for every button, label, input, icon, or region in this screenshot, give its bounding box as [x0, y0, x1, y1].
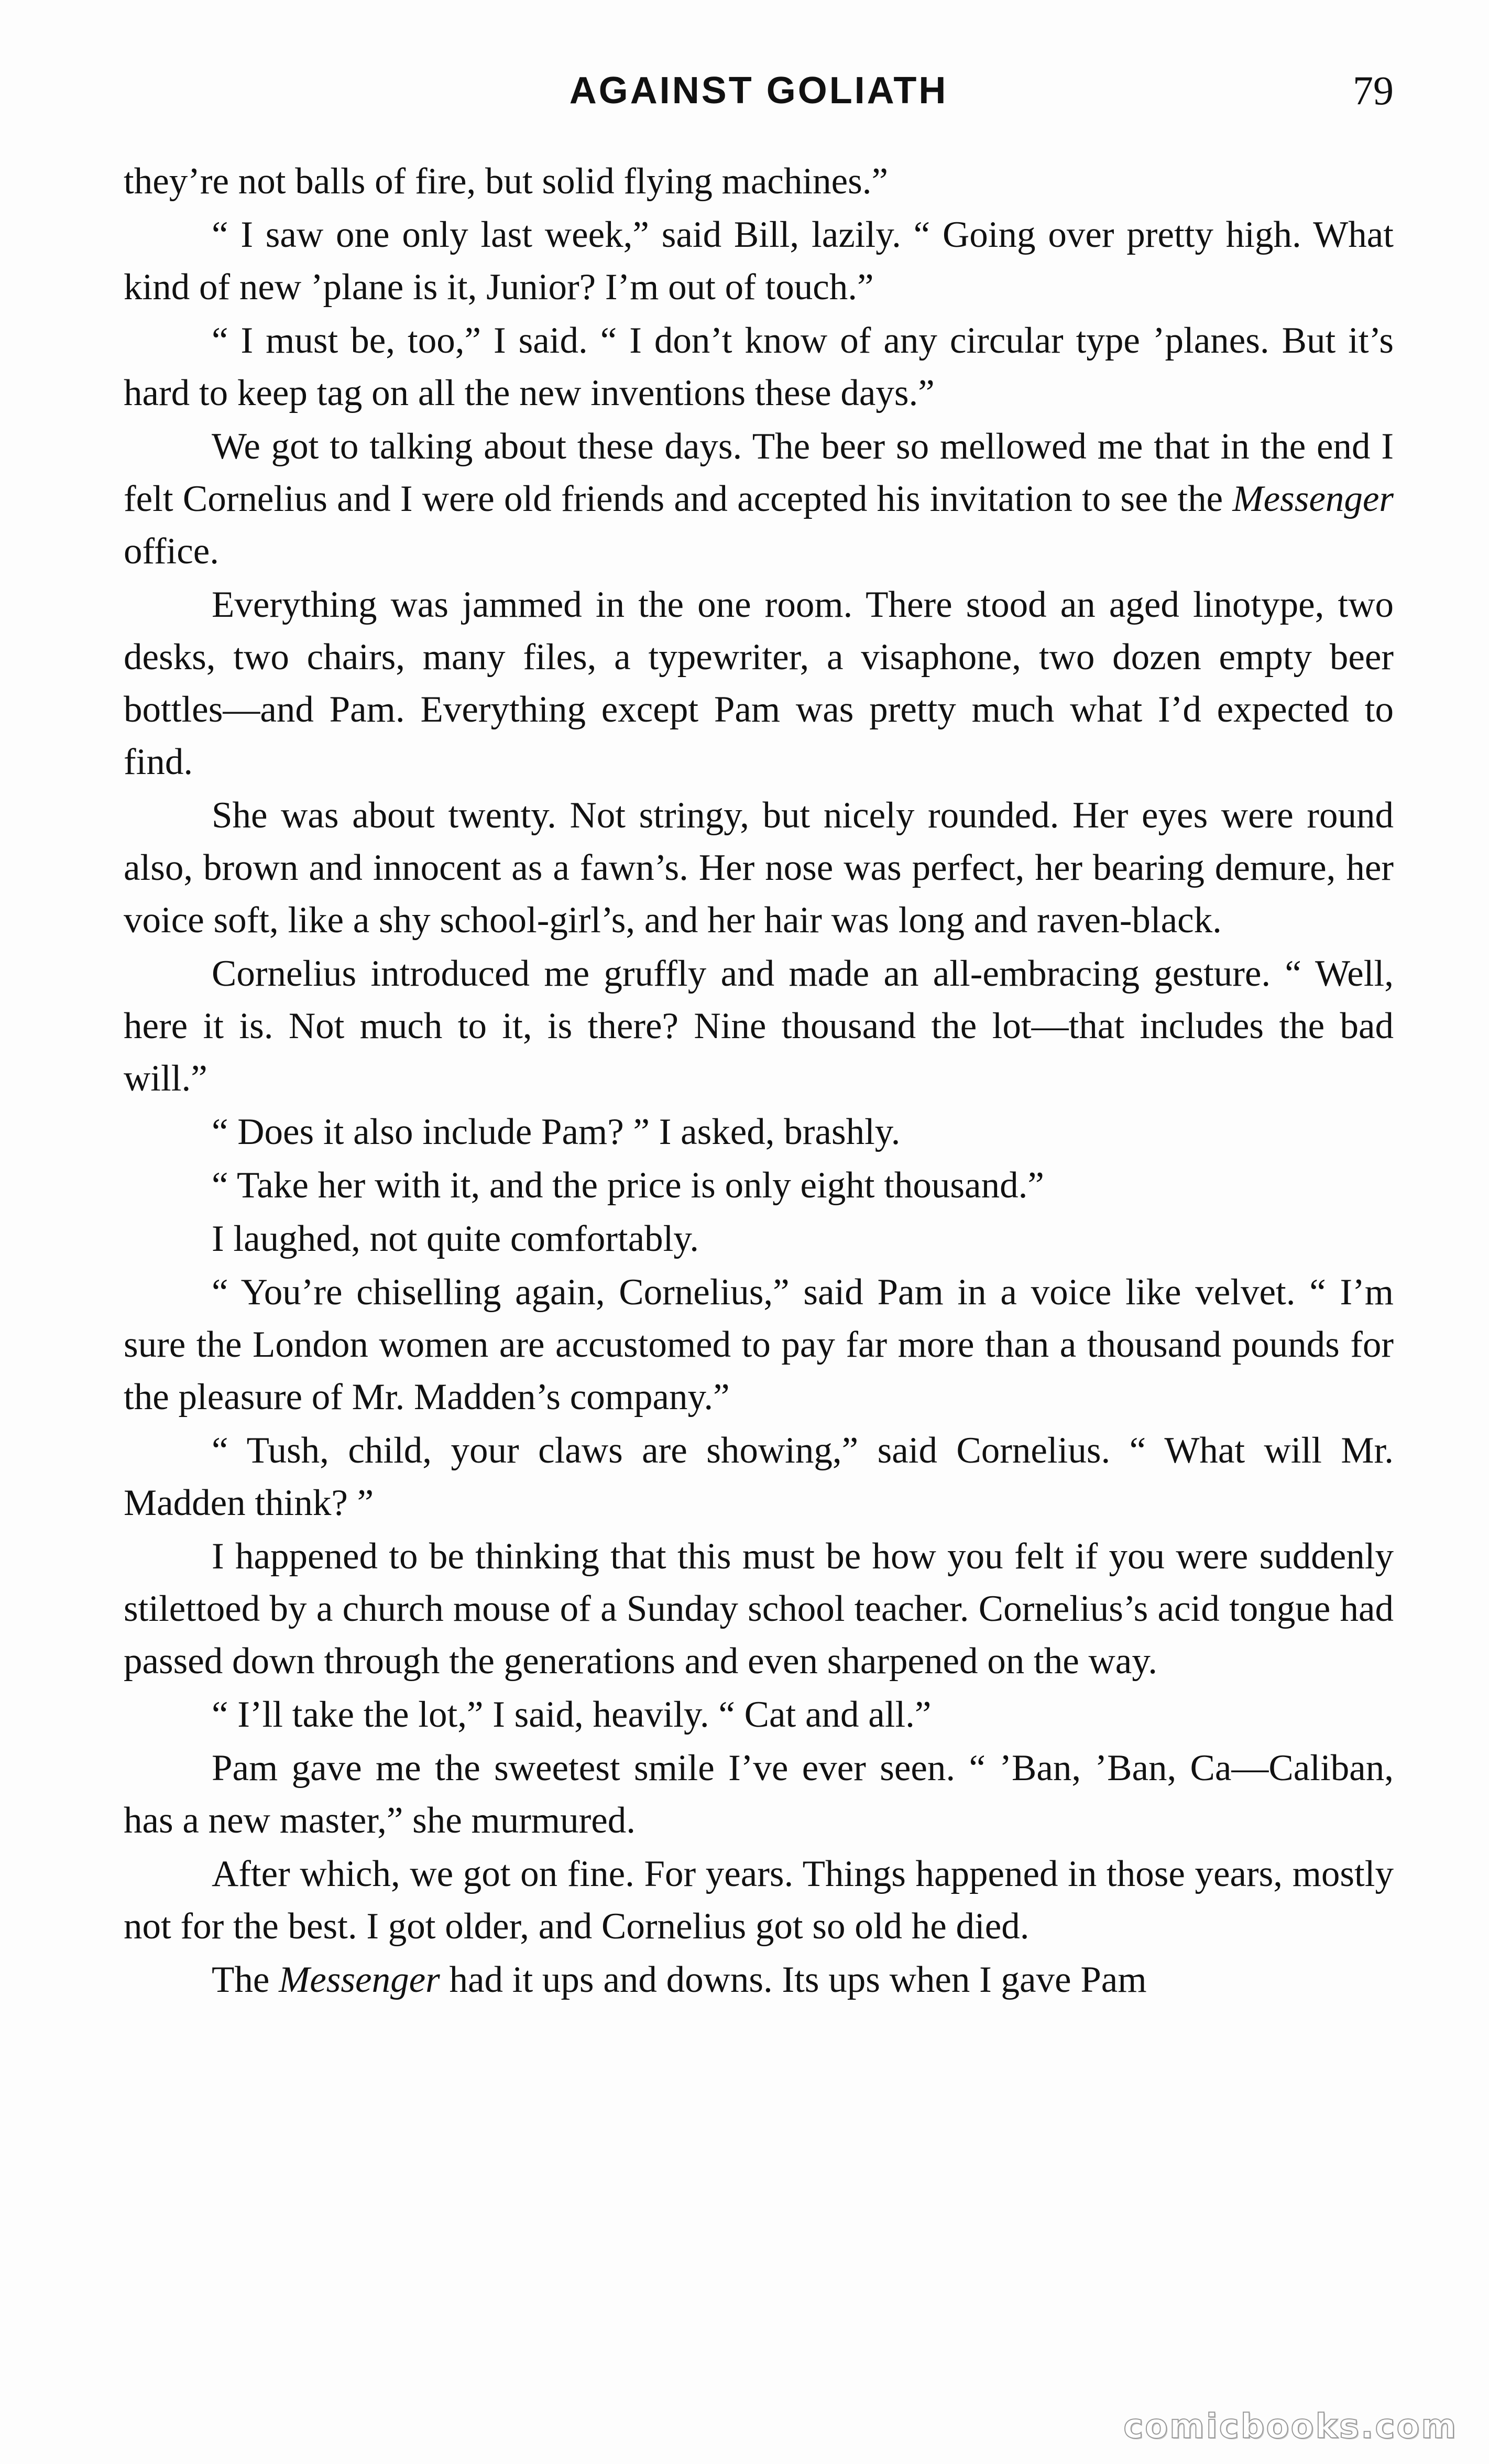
text-segment: After which, we got on fine. For years. Things happened in those years, mostly not for the best. I got older, and Cornelius got so old he died. — [124, 1854, 1394, 1947]
paragraph — [124, 155, 1394, 208]
text-segment: “ Does it also include Pam? ” I asked, brashly. — [212, 1111, 901, 1152]
italic-title: Messenger — [279, 1959, 440, 2000]
text-segment: “ I saw one only last week,” said Bill, lazily. “ Going over pretty high. What kind of new ’plane is it, Junior? I’m out of touch.” — [124, 214, 1394, 308]
paragraph — [124, 314, 1394, 419]
paragraph — [124, 1106, 1394, 1158]
paragraph — [124, 1266, 1394, 1423]
paragraph — [124, 209, 1394, 313]
page-number: 79 — [1353, 68, 1394, 113]
text-segment: I laughed, not quite comfortably. — [212, 1218, 699, 1259]
paragraph — [124, 579, 1394, 788]
text-segment: “ I’ll take the lot,” I said, heavily. “ Cat and all.” — [212, 1694, 932, 1735]
paragraph — [124, 1688, 1394, 1741]
paragraph — [124, 1742, 1394, 1847]
text-segment: Cornelius introduced me gruffly and made an all-embracing gesture. “ Well, here it is. Not much to it, is there? Nine thousand the lot—that includes the bad will.” — [124, 953, 1394, 1099]
watermark: comicbooks.com — [1123, 2407, 1458, 2446]
text-segment: they’re not balls of fire, but solid flying machines.” — [124, 161, 889, 202]
text-segment: “ Tush, child, your claws are showing,” said Cornelius. “ What will Mr. Madden think? ” — [124, 1430, 1394, 1523]
paragraph — [124, 1213, 1394, 1265]
text-segment: We got to talking about these days. The beer so mellowed me that in the end I felt Cornelius and I were old friends and accepted his invitation to see the — [124, 426, 1394, 519]
paragraph — [124, 1848, 1394, 1953]
body-text — [124, 155, 1394, 2007]
text-segment: office. — [124, 531, 220, 572]
paragraph — [124, 1530, 1394, 1687]
text-segment: I happened to be thinking that this must be how you felt if you were suddenly stilettoed by a church mouse of a Sunday school teacher. Cornelius’s acid tongue had passed down through the generations and even sharpened on the way. — [124, 1536, 1394, 1682]
paragraph — [124, 789, 1394, 946]
text-segment: Everything was jammed in the one room. There stood an aged linotype, two desks, two chairs, many files, a typewriter, a visaphone, two dozen empty beer bottles—and Pam. Everything except Pam was pretty much what I’d expected to find. — [124, 584, 1394, 782]
paragraph — [124, 420, 1394, 577]
text-segment: had it ups and downs. Its ups when I gave Pam — [440, 1959, 1147, 2000]
paragraph — [124, 947, 1394, 1105]
text-segment: “ I must be, too,” I said. “ I don’t know of any circular type ’planes. But it’s hard to keep tag on all the new inventions these days.” — [124, 320, 1394, 413]
paragraph — [124, 1424, 1394, 1529]
paragraph — [124, 1159, 1394, 1212]
text-segment: The — [212, 1959, 279, 2000]
page-header — [124, 62, 1394, 119]
running-title: AGAINST GOLIATH — [569, 70, 948, 112]
text-segment: “ Take her with it, and the price is only eight thousand.” — [212, 1165, 1044, 1206]
text-segment: “ You’re chiselling again, Cornelius,” said Pam in a voice like velvet. “ I’m sure the London women are accustomed to pay far more than a thousand pounds for the pleasure of Mr. Madden’s company.” — [124, 1272, 1394, 1418]
paragraph — [124, 1954, 1394, 2006]
italic-title: Messenger — [1232, 478, 1394, 519]
text-segment: She was about twenty. Not stringy, but nicely rounded. Her eyes were round also, brown and innocent as a fawn’s. Her nose was perfect, her bearing demure, her voice soft, like a shy school-girl’s, and her hair was long and raven-black. — [124, 795, 1394, 941]
text-segment: Pam gave me the sweetest smile I’ve ever seen. “ ’Ban, ’Ban, Ca—Caliban, has a new master,” she murmured. — [124, 1748, 1394, 1841]
